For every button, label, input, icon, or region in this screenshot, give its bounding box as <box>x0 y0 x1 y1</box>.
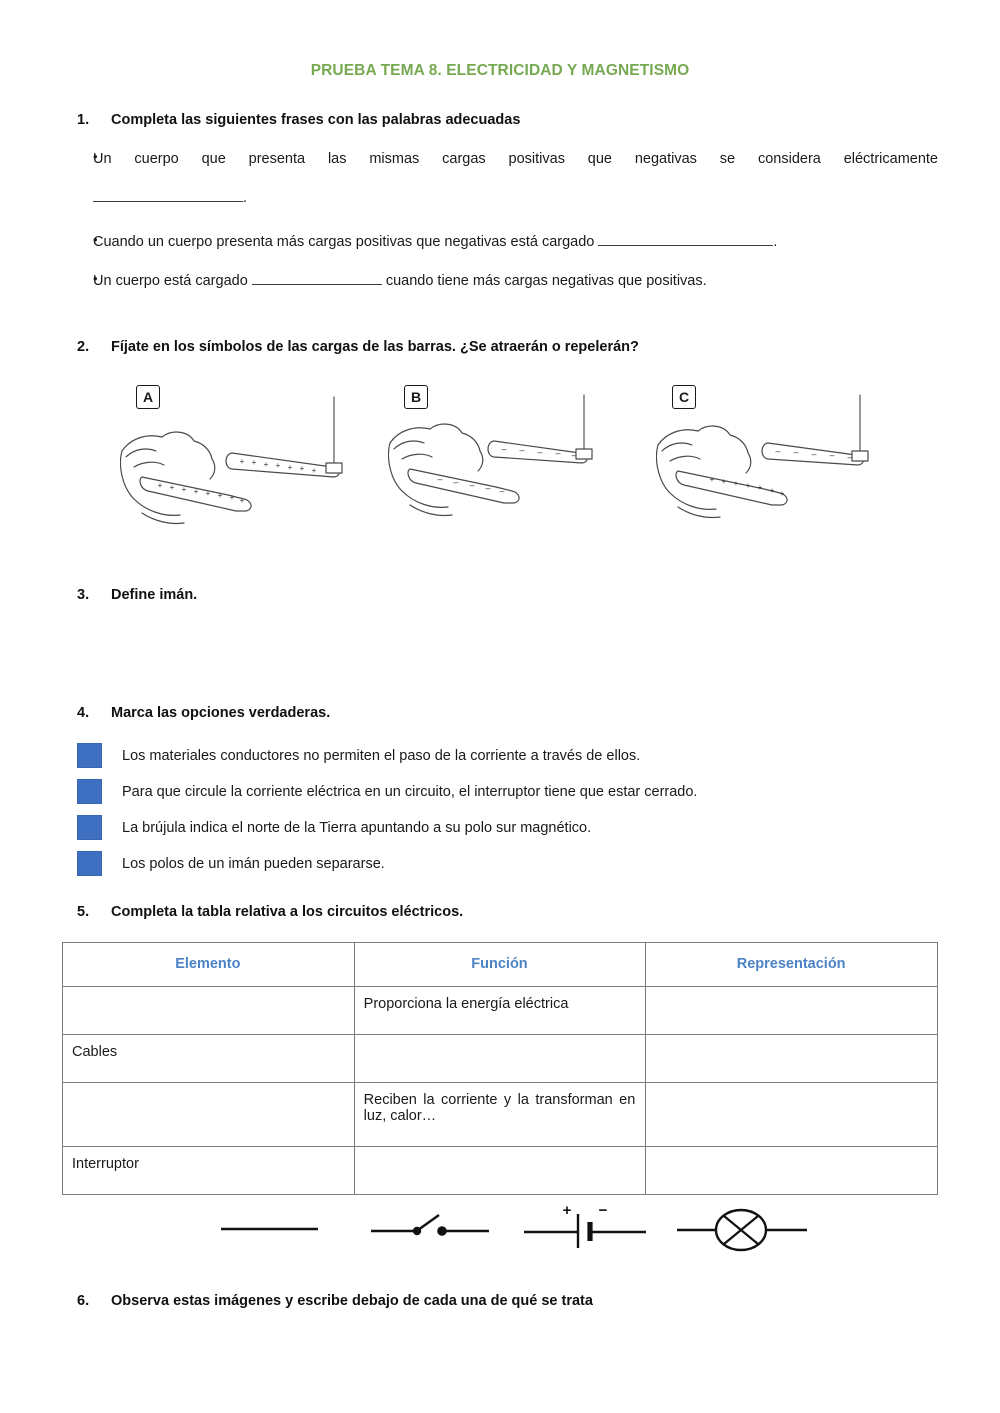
bullet-1-suffix: . <box>243 190 248 207</box>
table-row <box>63 986 938 1034</box>
checkbox-4-label: Los polos de un imán pueden separarse. <box>122 855 385 872</box>
svg-text:–: – <box>499 485 505 496</box>
wire-symbol <box>196 1203 353 1253</box>
question-4-options <box>0 738 1000 882</box>
question-3-number: 3. <box>77 586 90 603</box>
svg-text:+: + <box>769 485 775 495</box>
svg-text:+: + <box>721 476 727 486</box>
svg-text:–: – <box>519 444 525 455</box>
checkbox-1-label: Los materiales conductores no permiten el paso de la corriente a través de ellos. <box>122 747 641 764</box>
figure-b-label: B <box>404 385 428 409</box>
lamp-symbol <box>667 1203 824 1253</box>
svg-text:–: – <box>501 443 507 454</box>
svg-text:+: + <box>251 457 257 467</box>
table-header-row <box>63 942 938 986</box>
svg-text:–: – <box>437 473 443 484</box>
cell-funcion-1[interactable]: Proporciona la energía eléctrica <box>354 986 646 1034</box>
fill-blank-1[interactable] <box>93 188 243 203</box>
column-header-funcion: Función <box>354 942 646 986</box>
svg-text:+: + <box>779 488 785 498</box>
fill-blank-3[interactable] <box>252 270 382 285</box>
question-1-heading <box>0 112 1000 128</box>
question-5 <box>0 904 1000 1253</box>
svg-text:+: + <box>299 463 305 473</box>
checkbox-3[interactable] <box>77 815 102 840</box>
checkbox-row[interactable] <box>0 846 1000 882</box>
svg-text:+: + <box>181 484 187 494</box>
question-6-number: 6. <box>77 1292 90 1309</box>
question-5-number: 5. <box>77 903 90 920</box>
list-item <box>0 148 1000 210</box>
svg-text:–: – <box>485 482 491 493</box>
battery-minus-label: − <box>598 1202 608 1219</box>
figure-c-label: C <box>672 385 696 409</box>
svg-text:–: – <box>571 449 577 460</box>
circuit-symbols-row <box>0 1203 1000 1253</box>
cell-elemento-2[interactable]: Cables <box>63 1034 355 1082</box>
figure-a <box>120 385 388 535</box>
checkbox-2[interactable] <box>77 779 102 804</box>
circuit-table-wrapper <box>0 942 1000 1195</box>
question-3-text: Define imán. <box>111 586 198 603</box>
bullet-2-text: Cuando un cuerpo presenta más cargas positivas que negativas está cargado <box>93 234 595 251</box>
cell-representacion-4[interactable] <box>646 1146 938 1194</box>
column-header-representacion: Representación <box>646 942 938 986</box>
checkbox-row[interactable] <box>0 774 1000 810</box>
question-2 <box>0 339 1000 535</box>
svg-text:+: + <box>275 460 281 470</box>
question-1 <box>0 112 1000 295</box>
svg-text:–: – <box>537 446 543 457</box>
question-2-text: Fíjate en los símbolos de las cargas de las barras. ¿Se atraerán o repelerán? <box>111 338 639 355</box>
fill-blank-2[interactable] <box>598 232 773 247</box>
bullet-content <box>93 267 1000 295</box>
svg-text:–: – <box>775 445 781 456</box>
cell-funcion-4[interactable] <box>354 1146 646 1194</box>
question-5-heading <box>0 904 1000 920</box>
svg-text:–: – <box>469 479 475 490</box>
table-row <box>63 1034 938 1082</box>
bullet-content <box>93 228 1000 256</box>
cell-representacion-1[interactable] <box>646 986 938 1034</box>
svg-text:+: + <box>169 482 175 492</box>
checkbox-4[interactable] <box>77 851 102 876</box>
svg-text:–: – <box>847 451 853 462</box>
figure-a-label: A <box>136 385 160 409</box>
question-4-number: 4. <box>77 704 90 721</box>
svg-text:+: + <box>709 474 715 484</box>
svg-text:+: + <box>733 478 739 488</box>
question-2-number: 2. <box>77 338 90 355</box>
table-row <box>63 1082 938 1146</box>
column-header-elemento: Elemento <box>63 942 355 986</box>
question-6-text: Observa estas imágenes y escribe debajo de cada una de qué se trata <box>111 1292 593 1309</box>
svg-text:+: + <box>157 480 163 490</box>
table-row <box>63 1146 938 1194</box>
question-4 <box>0 705 1000 882</box>
cell-funcion-3[interactable]: Reciben la corriente y la transforman en luz, calor… <box>354 1082 646 1146</box>
question-2-heading <box>0 339 1000 355</box>
checkbox-3-label: La brújula indica el norte de la Tierra apuntando a su polo sur magnético. <box>122 819 592 836</box>
svg-text:+: + <box>205 488 211 498</box>
svg-text:+: + <box>193 486 199 496</box>
question-3-heading <box>0 587 1000 603</box>
question-1-text: Completa las siguientes frases con las palabras adecuadas <box>111 112 521 128</box>
question-3 <box>0 587 1000 699</box>
checkbox-row[interactable] <box>0 738 1000 774</box>
page-title: PRUEBA TEMA 8. ELECTRICIDAD Y MAGNETISMO <box>310 62 690 79</box>
bullet-icon <box>0 272 93 285</box>
svg-text:+: + <box>217 490 223 500</box>
checkbox-2-label: Para que circule la corriente eléctrica en un circuito, el interruptor tiene que estar cerrado. <box>122 783 698 800</box>
cell-funcion-2[interactable] <box>354 1034 646 1082</box>
figure-b <box>388 385 656 535</box>
battery-symbol <box>510 1203 667 1253</box>
figure-c <box>656 385 924 535</box>
bullet-3-text: Un cuerpo está cargado <box>93 272 248 289</box>
svg-text:–: – <box>811 448 817 459</box>
battery-plus-label: + <box>562 1202 572 1219</box>
bullet-3-suffix: cuando tiene más cargas negativas que positivas. <box>385 272 707 289</box>
svg-text:+: + <box>263 459 269 469</box>
circuit-table <box>62 942 938 1195</box>
figure-a-drawing <box>120 391 388 536</box>
svg-text:+: + <box>229 492 235 502</box>
question-4-heading <box>0 705 1000 721</box>
question-4-text: Marca las opciones verdaderas. <box>111 704 331 721</box>
svg-text:–: – <box>555 447 561 458</box>
question-6-heading <box>0 1293 1000 1309</box>
svg-text:+: + <box>287 462 293 472</box>
charged-bars-figures <box>0 385 1000 535</box>
question-6 <box>0 1293 1000 1309</box>
svg-text:–: – <box>793 446 799 457</box>
bullet-2-suffix: . <box>773 234 778 251</box>
bullet-icon <box>0 150 93 163</box>
list-item <box>0 267 1000 295</box>
svg-text:+: + <box>239 495 245 505</box>
cell-elemento-1[interactable] <box>63 986 355 1034</box>
svg-text:+: + <box>311 465 317 475</box>
figure-b-drawing <box>388 391 656 536</box>
bullet-icon <box>0 233 93 246</box>
bullet-content <box>93 148 1000 210</box>
svg-text:+: + <box>239 456 245 466</box>
cell-representacion-2[interactable] <box>646 1034 938 1082</box>
question-1-number: 1. <box>77 112 90 128</box>
checkbox-row[interactable] <box>0 810 1000 846</box>
question-3-answer-space[interactable] <box>0 603 1000 699</box>
svg-text:+: + <box>757 482 763 492</box>
figure-c-drawing <box>656 391 924 536</box>
svg-text:+: + <box>745 480 751 490</box>
list-item <box>0 228 1000 256</box>
bullet-1-text: Un cuerpo que presenta las mismas cargas positivas que negativas se considera eléctricamente <box>93 151 938 167</box>
question-1-bullets <box>0 148 1000 295</box>
svg-text:–: – <box>453 476 459 487</box>
switch-symbol <box>353 1203 510 1253</box>
question-5-text: Completa la tabla relativa a los circuitos eléctricos. <box>111 903 464 920</box>
cell-elemento-4[interactable]: Interruptor <box>63 1146 355 1194</box>
checkbox-1[interactable] <box>77 743 102 768</box>
cell-representacion-3[interactable] <box>646 1082 938 1146</box>
svg-text:–: – <box>829 449 835 460</box>
cell-elemento-3[interactable] <box>63 1082 355 1146</box>
